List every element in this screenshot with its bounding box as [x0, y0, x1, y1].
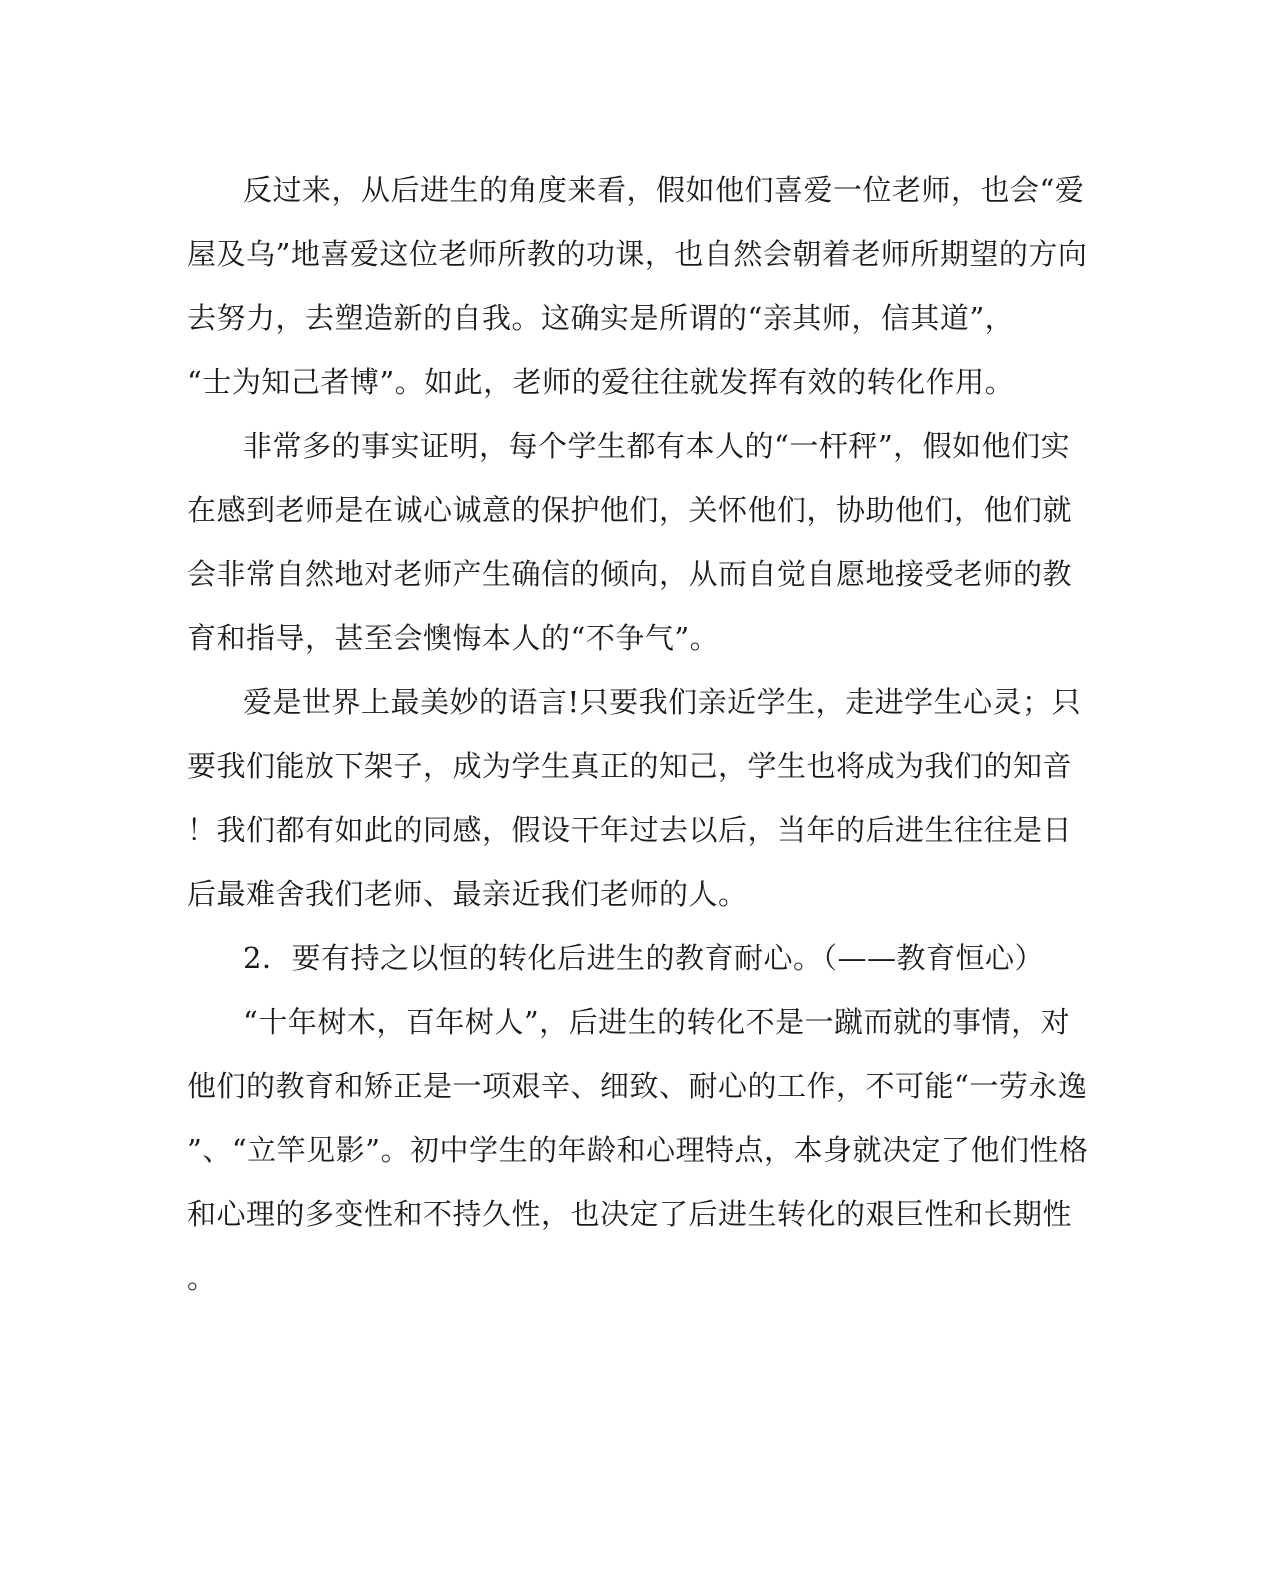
text-line: “士为知己者博”。如此，老师的爱往往就发挥有效的转化作用。 [187, 365, 1015, 399]
text-line: ”、“立竿见影”。初中学生的年龄和心理特点，本身就决定了他们性格 [187, 1133, 1089, 1167]
text-line: 爱是世界上最美妙的语言!只要我们亲近学生，走进学生心灵；只 [243, 685, 1082, 719]
section-heading: 2．要有持之以恒的转化后进生的教育耐心。（——教育恒心） [243, 941, 1044, 975]
text-line: 要我们能放下架子，成为学生真正的知己，学生也将成为我们的知音 [187, 749, 1073, 783]
text-line: 会非常自然地对老师产生确信的倾向，从而自觉自愿地接受老师的教 [187, 557, 1073, 591]
text-line: 他们的教育和矫正是一项艰辛、细致、耐心的工作，不可能“一劳永逸 [187, 1069, 1088, 1103]
text-line: 非常多的事实证明，每个学生都有本人的“一杆秤”，假如他们实 [243, 429, 1071, 463]
text-line: 屋及乌”地喜爱这位老师所教的功课，也自然会朝着老师所期望的方向 [187, 237, 1088, 271]
text-line: 育和指导，甚至会懊悔本人的“不争气”。 [187, 621, 720, 655]
text-line: “十年树木，百年树人”，后进生的转化不是一蹴而就的事情，对 [243, 1005, 1071, 1039]
text-line: 在感到老师是在诚心诚意的保护他们，关怀他们，协助他们，他们就 [187, 493, 1073, 527]
text-line: 和心理的多变性和不持久性，也决定了后进生转化的艰巨性和长期性 [187, 1197, 1073, 1231]
text-line: 。 [187, 1261, 217, 1295]
text-line: 去努力，去塑造新的自我。这确实是所谓的“亲其师，信其道”， [187, 301, 1015, 335]
text-line: 后最难舍我们老师、最亲近我们老师的人。 [187, 877, 748, 911]
text-line: ！我们都有如此的同感，假设干年过去以后，当年的后进生往往是日 [187, 813, 1073, 847]
text-line: 反过来，从后进生的角度来看，假如他们喜爱一位老师，也会“爱 [243, 173, 1085, 207]
